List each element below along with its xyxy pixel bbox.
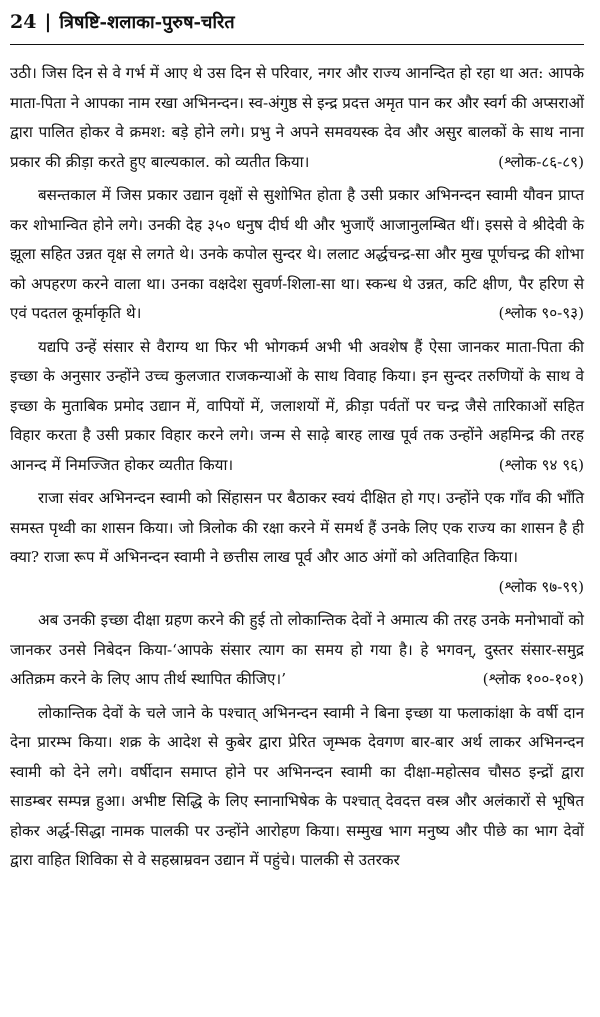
paragraph-text: यद्यपि उन्हें संसार से वैराग्य था फिर भी भोगकर्म अभी भी अवशेष हैं ऐसा जानकर माता-पिता की इच्छा के अनुसार उन्होंने उच्च कुलजात राजकन्याओं के साथ विवाह किया। इन सुन्दर तरुणियों के साथ वे इच्छा के मुताबिक प्रमोद उद्यान में, वापियों में, जलाशयों में, क्रीड़ा पर्वतों पर चन्द्र जैसे तारिकाओं सहित विहार करता है उसी प्रकार विहार करने लगे। जन्म से साढ़े बारह लाख पूर्व तक उन्होंने अहमिन्द्र की तरह आनन्द में निमज्जित होकर व्यतीत किया।: [10, 337, 584, 474]
paragraph-text: बसन्तकाल में जिस प्रकार उद्यान वृक्षों से सुशोभित होता है उसी प्रकार अभिनन्दन स्वामी यौवन प्राप्त कर शोभान्वित होने लगे। उनकी देह ३५० धनुष दीर्घ थी और भुजाएँ आजानुलम्बित थीं। इससे वे श्रीदेवी के झूला सहित उन्नत वृक्ष से लगते थे। उनके कपोल सुन्दर थे। ललाट अर्द्धचन्द्र-सा और मुख पूर्णचन्द्र की शोभा को अपहरण करने वाला था। उनका वक्षदेश सुवर्ण-शिला-सा था। स्कन्ध थे उन्नत, कटि क्षीण, पैर हरिण से एवं पदतल कूर्माकृति थे।: [10, 186, 584, 322]
page-number: 24: [10, 11, 37, 33]
verse-reference: (श्लोक १००-१०१): [482, 670, 584, 688]
verse-reference: (श्लोक ९४ ९६): [498, 455, 584, 474]
verse-reference: (श्लोक ९०-९३): [498, 304, 584, 322]
paragraph-text: लोकान्तिक देवों के चले जाने के पश्चात् अभिनन्दन स्वामी ने बिना इच्छा या फलाकांक्षा के वर्षी दान देना प्रारम्भ किया। शक्र के आदेश से कुबेर द्वारा प्रेरित जृम्भक देवगण बार-बार अर्थ लाकर अभिनन्दन स्वामी को देने लगे। वर्षीदान समाप्त होने पर अभिनन्दन स्वामी का दीक्षा-महोत्सव चौसठ इन्द्रों द्वारा साडम्बर सम्पन्न हुआ। अभीष्ट सिद्धि के लिए स्नानाभिषेक के पश्चात् देवदत्त वस्त्र और अलंकारों से भूषित होकर अर्द्ध-सिद्धा नामक पालकी पर उन्होंने आरोहण किया। सम्मुख भाग मनुष्य और पीछे का भाग देवों द्वारा वाहित शिविका से वे सहस्राम्रवन उद्यान में पहुंचे। पालकी से उतरकर: [10, 703, 584, 869]
header-rule: [10, 44, 584, 45]
paragraph-text: राजा संवर अभिनन्दन स्वामी को सिंहासन पर बैठाकर स्वयं दीक्षित हो गए। उन्होंने एक गाँव की भाँति समस्त पृथ्वी का शासन किया। जो त्रिलोक की रक्षा करने में समर्थ हैं उनके लिए एक राज्य का शासन है ही क्या? राजा रूप में अभिनन्दन स्वामी ने छत्तीस लाख पूर्व और आठ अंगों को अतिवाहित किया।: [10, 489, 584, 566]
paragraph-6: [10, 699, 584, 876]
paragraph-2: [10, 181, 584, 329]
page-header: [10, 10, 584, 40]
paragraph-1: [10, 59, 584, 177]
body-text: [10, 59, 584, 876]
verse-reference: (श्लोक ९७-९९): [498, 577, 584, 596]
verse-reference: (श्लोक-८६-८९): [498, 152, 584, 171]
running-title: त्रिषष्टि-शलाका-पुरुष-चरित: [59, 12, 235, 33]
paragraph-text: उठी। जिस दिन से वे गर्भ में आए थे उस दिन से परिवार, नगर और राज्य आनन्दित हो रहा था अत: आपके माता-पिता ने आपका नाम रखा अभिनन्दन। स्व-अंगुष्ठ से इन्द्र प्रदत्त अमृत पान कर और स्वर्ग की अप्सराओं द्वारा पालित होकर वे क्रमश: बड़े होने लगे। प्रभु ने अपने समवयस्क देव और असुर बालकों के साथ नाना प्रकार की क्रीड़ा करते हुए बाल्यकाल. को व्यतीत किया।: [10, 64, 584, 171]
paragraph-5: [10, 606, 584, 695]
paragraph-4: [10, 484, 584, 602]
paragraph-text: अब उनकी इच्छा दीक्षा ग्रहण करने की हुई तो लोकान्तिक देवों ने अमात्य की तरह उनके मनोभावों को जानकर उनसे निबेदन किया-‘आपके संसार त्याग का समय हो गया है। हे भगवन्, दुस्तर संसार-समुद्र अतिक्रम करने के लिए आप तीर्थ स्थापित कीजिए।’: [10, 611, 584, 688]
paragraph-3: [10, 333, 584, 481]
header-separator: |: [44, 11, 52, 33]
